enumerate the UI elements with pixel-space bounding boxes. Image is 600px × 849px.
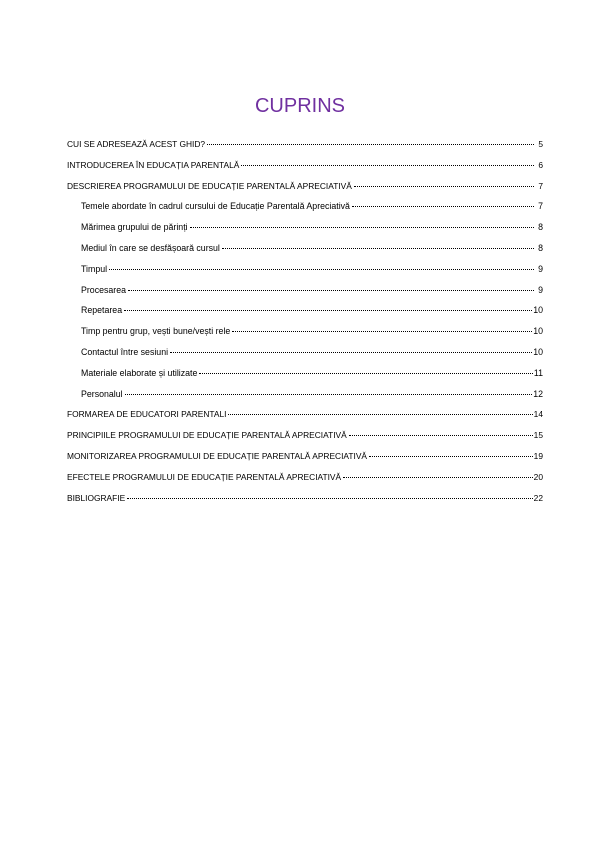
toc-entry-label: DESCRIEREA PROGRAMULUI DE EDUCAȚIE PARENTALĂ APRECIATIVĂ: [67, 180, 352, 191]
toc-entry[interactable]: [67, 409, 543, 430]
toc-page-number: 5: [538, 139, 543, 149]
dot-leader: [124, 310, 532, 311]
toc-page-number: 10: [533, 305, 543, 316]
toc-page-number: 8: [538, 222, 543, 233]
toc-entry-label: Mediul în care se desfășoară cursul: [81, 242, 220, 253]
dot-leader: [352, 206, 534, 207]
dot-leader: [125, 394, 533, 395]
toc-subentry[interactable]: [67, 347, 543, 368]
toc-entry[interactable]: [67, 451, 543, 472]
table-of-contents: [67, 139, 543, 513]
dot-leader: [369, 456, 533, 457]
toc-entry-label: Repetarea: [81, 305, 123, 316]
toc-subentry[interactable]: [67, 243, 543, 264]
dot-leader: [127, 498, 532, 499]
dot-leader: [109, 269, 534, 270]
toc-page-number: 12: [533, 388, 543, 399]
dot-leader: [199, 373, 532, 374]
toc-page-number: 15: [533, 430, 543, 441]
toc-entry[interactable]: [67, 430, 543, 451]
toc-entry-label: Personalul: [81, 388, 123, 399]
toc-page-number: 9: [538, 263, 543, 274]
toc-page-number: 8: [538, 242, 543, 253]
toc-entry[interactable]: [67, 139, 543, 160]
toc-entry-label: INTRODUCEREA ÎN EDUCAȚIA PARENTALĂ: [67, 159, 240, 170]
dot-leader: [354, 186, 534, 187]
toc-entry-label: MONITORIZAREA PROGRAMULUI DE EDUCAȚIE PARENTALĂ APRECIATIVĂ: [67, 450, 367, 461]
toc-page-number: 20: [533, 471, 543, 482]
toc-subentry[interactable]: [67, 222, 543, 243]
toc-page-number: 10: [533, 346, 543, 357]
toc-page-number: 10: [533, 326, 543, 337]
toc-subentry[interactable]: [67, 201, 543, 222]
page-title: CUPRINS: [254, 95, 345, 117]
toc-page-number: 22: [533, 492, 543, 503]
toc-entry-label: FORMAREA DE EDUCATORI PARENTALI: [67, 409, 227, 420]
dot-leader: [190, 227, 534, 228]
toc-entry-label: BIBLIOGRAFIE: [67, 492, 126, 503]
toc-page-number: 7: [538, 180, 543, 191]
toc-entry-label: Procesarea: [81, 284, 126, 295]
toc-entry-label: Temele abordate în cadrul cursului de Educație Parentală Apreciativă: [81, 201, 350, 212]
toc-entry-label: CUI SE ADRESEAZĂ ACEST GHID?: [67, 139, 206, 149]
dot-leader: [207, 144, 534, 145]
toc-subentry[interactable]: [67, 305, 543, 326]
toc-subentry[interactable]: [67, 326, 543, 347]
toc-entry[interactable]: [67, 472, 543, 493]
dot-leader: [228, 414, 532, 415]
toc-page-number: 6: [538, 159, 543, 170]
toc-entry-label: PRINCIPIILE PROGRAMULUI DE EDUCAȚIE PARENTALĂ APRECIATIVĂ: [67, 430, 347, 441]
toc-page-number: 19: [533, 450, 543, 461]
toc-subentry[interactable]: [67, 264, 543, 285]
toc-entry-label: Timpul: [81, 263, 108, 274]
toc-subentry[interactable]: [67, 389, 543, 410]
toc-entry[interactable]: [67, 493, 543, 514]
toc-entry-label: Timp pentru grup, vești bune/vești rele: [81, 326, 231, 337]
dot-leader: [349, 435, 533, 436]
dot-leader: [241, 165, 534, 166]
toc-page-number: 9: [538, 284, 543, 295]
dot-leader: [170, 352, 532, 353]
toc-entry-label: Contactul între sesiuni: [81, 346, 169, 357]
toc-page-number: 11: [533, 367, 543, 378]
toc-page-number: 7: [538, 201, 543, 212]
toc-entry-label: Mărimea grupului de părinți: [81, 222, 188, 233]
dot-leader: [222, 248, 534, 249]
dot-leader: [128, 290, 534, 291]
toc-subentry[interactable]: [67, 368, 543, 389]
toc-entry[interactable]: [67, 160, 543, 181]
toc-entry-label: EFECTELE PROGRAMULUI DE EDUCAȚIE PARENTALĂ APRECIATIVĂ: [67, 471, 342, 482]
dot-leader: [343, 477, 533, 478]
toc-subentry[interactable]: [67, 285, 543, 306]
toc-entry-label: Materiale elaborate și utilizate: [81, 367, 198, 378]
toc-entry[interactable]: [67, 181, 543, 202]
toc-page-number: 14: [533, 409, 543, 420]
dot-leader: [232, 331, 532, 332]
